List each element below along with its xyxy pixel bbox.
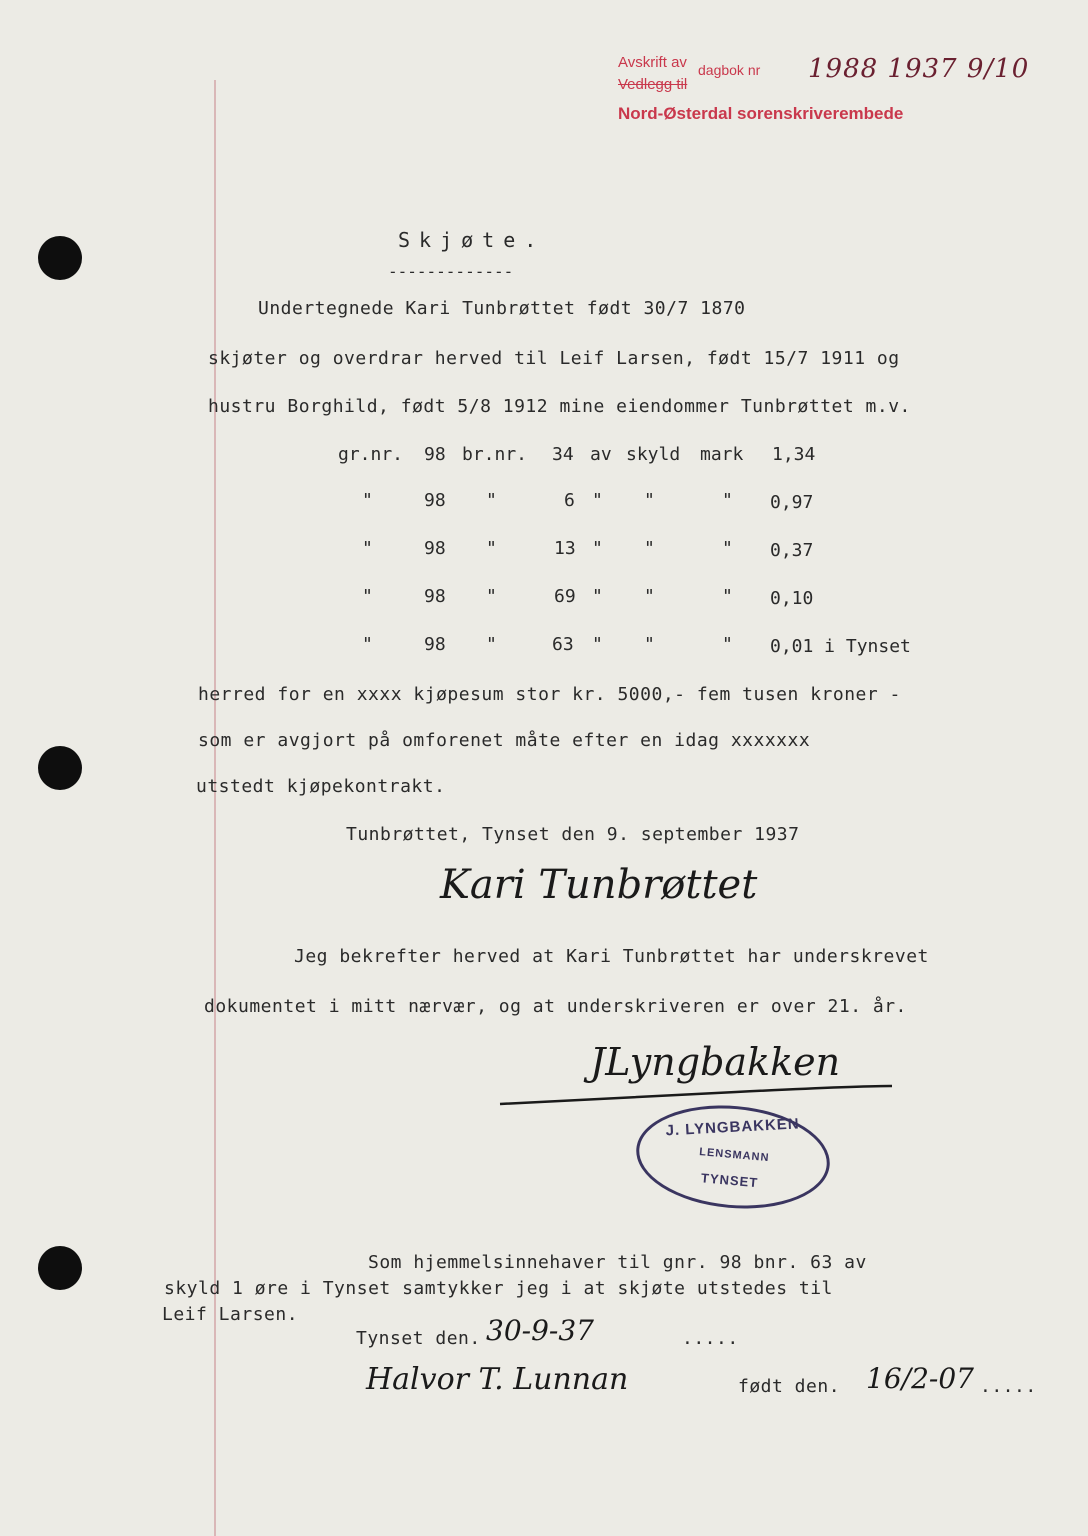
lensmann-signature: JLyngbakken [590, 1040, 841, 1084]
ditto-mark: " [486, 538, 497, 559]
punch-hole [38, 236, 82, 280]
document-title: Skjøte. [398, 228, 546, 252]
seller-signature: Kari Tunbrøttet [440, 862, 758, 908]
consent-place: Tynset den. [356, 1328, 481, 1349]
paragraph1-line: skjøter og overdrar herved til Leif Larsen, født 15/7 1911 og [208, 348, 900, 369]
stamp-dagbok-handwritten: 1988 1937 9/10 [808, 54, 1030, 84]
cell-gnr: 98 [424, 538, 446, 559]
ditto-mark: " [362, 586, 373, 607]
seal-name: J. LYNGBAKKEN [665, 1115, 801, 1140]
born-dots: ..... [980, 1376, 1037, 1397]
confirmation-line: dokumentet i mitt nærvær, og at underskriveren er over 21. år. [204, 996, 907, 1017]
cell-bnr: 6 [564, 490, 575, 511]
punch-hole [38, 1246, 82, 1290]
ditto-mark: " [722, 634, 733, 655]
ditto-mark: " [362, 634, 373, 655]
ditto-mark: " [644, 634, 655, 655]
ditto-mark: " [486, 586, 497, 607]
cell-value: 0,97 [770, 492, 814, 513]
paragraph2-line: utstedt kjøpekontrakt. [196, 776, 446, 797]
cell-value: 0,01 i Tynset [770, 636, 911, 657]
consent-signature: Halvor T. Lunnan [366, 1362, 629, 1397]
cell-bnr: 69 [554, 586, 576, 607]
stamp-office: Nord-Østerdal sorenskriverembede [618, 104, 904, 123]
cell-gnr: 98 [424, 586, 446, 607]
cell-bnr: 63 [552, 634, 574, 655]
consent-date-handwritten: 30-9-37 [486, 1314, 594, 1347]
title-underline: ------------- [388, 262, 514, 281]
ditto-mark: " [486, 634, 497, 655]
ditto-mark: " [592, 538, 603, 559]
cell-gr: gr.nr. [338, 444, 404, 465]
ditto-mark: " [644, 538, 655, 559]
ditto-mark: " [722, 538, 733, 559]
ditto-mark: " [486, 490, 497, 511]
paragraph1-line: Undertegnede Kari Tunbrøttet født 30/7 1870 [258, 298, 746, 319]
cell-gnr: 98 [424, 444, 446, 465]
cell-br: br.nr. [462, 444, 528, 465]
seal-place: TYNSET [700, 1170, 759, 1191]
consent-line: skyld 1 øre i Tynset samtykker jeg i at skjøte utstedes til [164, 1278, 833, 1299]
paragraph1-line: hustru Borghild, født 5/8 1912 mine eiendommer Tunbrøttet m.v. [208, 396, 911, 417]
ditto-mark: " [592, 634, 603, 655]
cell-skyld: skyld [626, 444, 681, 465]
born-date-handwritten: 16/2-07 [866, 1362, 974, 1395]
seal-title: LENSMANN [698, 1146, 770, 1165]
cell-av: av [590, 444, 612, 465]
cell-gnr: 98 [424, 634, 446, 655]
ditto-mark: " [722, 586, 733, 607]
ditto-mark: " [592, 490, 603, 511]
cell-bnr: 34 [552, 444, 574, 465]
cell-bnr: 13 [554, 538, 576, 559]
cell-value: 0,37 [770, 540, 814, 561]
consent-line: Leif Larsen. [162, 1304, 299, 1325]
stamp-line-2: Vedlegg til [618, 76, 688, 93]
cell-gnr: 98 [424, 490, 446, 511]
cell-value: 0,10 [770, 588, 814, 609]
cell-mark: mark [700, 444, 744, 465]
punch-hole [38, 746, 82, 790]
ditto-mark: " [592, 586, 603, 607]
ditto-mark: " [362, 538, 373, 559]
paragraph2-line: herred for en xxxx kjøpesum stor kr. 5000,- fem tusen kroner - [198, 684, 901, 705]
confirmation-line: Jeg bekrefter herved at Kari Tunbrøttet har underskrevet [294, 946, 929, 967]
born-label: født den. [738, 1376, 841, 1397]
stamp-dagbok: dagbok nr [698, 62, 761, 78]
ditto-mark: " [362, 490, 373, 511]
ditto-mark: " [644, 586, 655, 607]
ditto-mark: " [644, 490, 655, 511]
consent-line: Som hjemmelsinnehaver til gnr. 98 bnr. 63 av [368, 1252, 867, 1273]
ditto-mark: " [722, 490, 733, 511]
cell-value: 1,34 [772, 444, 816, 465]
stamp-line-1: Avskrift av [618, 54, 687, 71]
paragraph2-line: som er avgjort på omforenet måte efter en idag xxxxxxx [198, 730, 811, 751]
consent-dots: ..... [682, 1328, 739, 1349]
place-date: Tunbrøttet, Tynset den 9. september 1937 [346, 824, 800, 845]
